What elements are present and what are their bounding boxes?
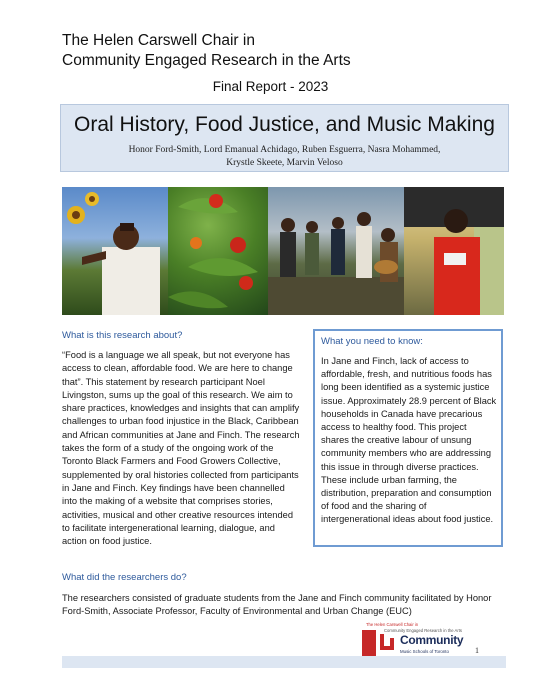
section-heading-about: What is this research about? (62, 330, 183, 341)
photo-group-outdoors (268, 187, 404, 315)
authors-line-1: Honor Ford-Smith, Lord Emanual Achidago, Ruben Esguerra, Nasra Mohammed, (128, 145, 441, 155)
report-label: Final Report - 2023 (212, 79, 329, 94)
logo-red-bar (362, 630, 376, 658)
header-line-1: The Helen Carswell Chair in (62, 32, 255, 49)
community-music-schools-logo (362, 622, 474, 658)
methods-paragraph: The researchers consisted of graduate students from the Jane and Finch community facilitated by Honor Ford-Smith, Associate Professor, Faculty of Environmental and Urban Change (EUC) (62, 593, 492, 617)
footer-bar (62, 656, 506, 668)
about-paragraph: “Food is a language we all speak, but not everyone has access to clean, affordable food. We are here to change that”. This statement by research participant Noel Livingston, sums up the goal of this research. We aim to share practices, knowledges and insights that can amplify challenges to urban food injustice in the Black, Caribbean and African communities at Jane and Finch. The research takes the form of a study of the ongoing work of the Toronto Black Farmers and Food Growers Collective, supplemented by oral histories collected from participants in Jane and Finch. Key findings have been channelled into the making of a website that comprises stories, activities, musical and other creative resources intended to facilitate intergenerational learning, dialogue, and action on food justice. (62, 350, 300, 547)
photo-tomato-plant (168, 187, 268, 315)
logo-chair-text: The Helen Carswell Chair in (366, 622, 419, 627)
photo-woman-sunflowers (62, 187, 168, 315)
section-heading-methods: What did the researchers do? (62, 572, 187, 583)
header-line-2: Community Engaged Research in the Arts (62, 52, 351, 69)
title-banner (60, 104, 509, 172)
photo-man-red-shirt (404, 187, 504, 315)
page-number: 1 (475, 646, 479, 655)
logo-brand-text: Community (400, 633, 464, 647)
logo-subtitle-text: Music Schools of Toronto (400, 649, 449, 654)
need-to-know-heading: What you need to know: (321, 336, 423, 347)
report-title: Oral History, Food Justice, and Music Making (74, 113, 495, 136)
photo-collage (62, 187, 504, 315)
need-to-know-body: In Jane and Finch, lack of access to affordable, fresh, and nutritious foods has long been identified as a systemic justice issue. Approximately 28.9 percent of Black households in Canada have precarious access to healthy food. This project shares the creative labour of unsung community members who are addressing this issue in through diverse practices. These include urban farming, the distribution, preparation and consumption of food and the sharing of intergenerational ideas about food justice. (321, 356, 497, 525)
authors-line-2: Krystle Skeete, Marvin Veloso (226, 158, 343, 168)
logo-u-icon (380, 634, 396, 650)
need-to-know-box (313, 329, 503, 547)
logo-research-text: Community Engaged Research in the Arts (384, 628, 462, 633)
